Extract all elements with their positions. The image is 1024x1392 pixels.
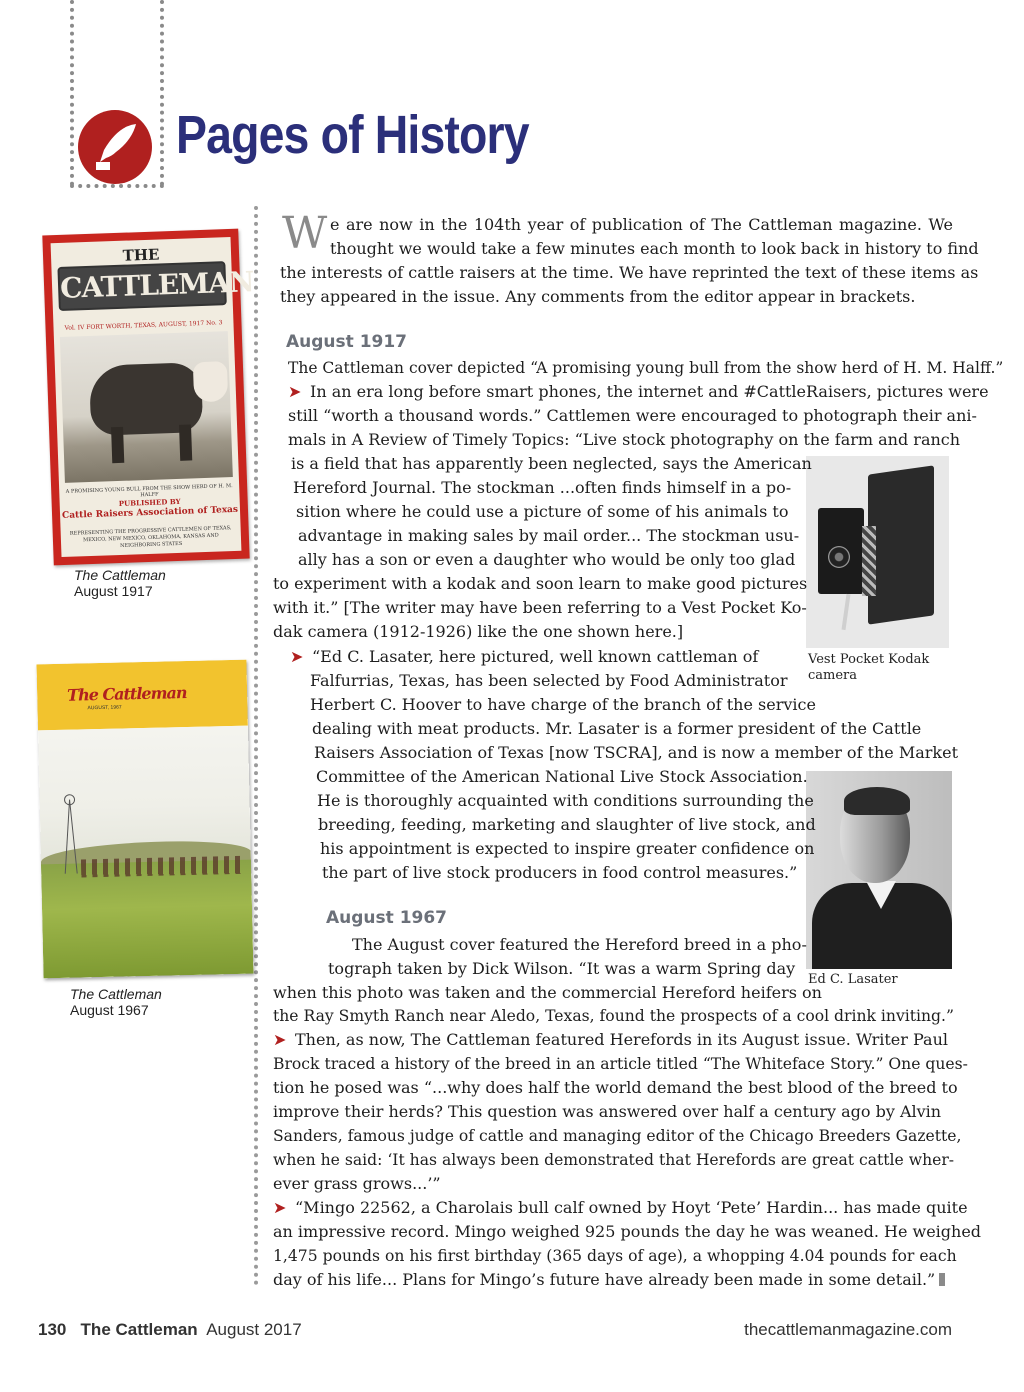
footer-left <box>38 1320 302 1340</box>
cover-1917-issue-line: Vol. IV FORT WORTH, TEXAS, AUGUST, 1917 No. 3 <box>64 319 223 332</box>
text-line-last <box>273 1268 945 1292</box>
bullet-arrow-icon: ➤ <box>273 1198 287 1217</box>
intro-line: e are now in the 104th year of publication of The Cattleman magazine. We <box>330 215 953 234</box>
cover-1967-caption <box>70 986 162 1018</box>
text-line: improve their herds? This question was answered over half a century ago by Alvin <box>273 1102 942 1121</box>
cover-1967-caption-title: The Cattleman <box>70 986 162 1002</box>
text-line: 1,475 pounds on his first birthday (365 days of age), a whopping 4.04 pounds for each <box>273 1247 957 1265</box>
text-line: dealing with meat products. Mr. Lasater is a former president of the Cattle <box>312 719 922 738</box>
text-line: the part of live stock producers in food control measures.” <box>322 863 798 882</box>
bullet-arrow-icon: ➤ <box>290 647 304 666</box>
text-line: Raisers Association of Texas [now TSCRA], and is now a member of the Market <box>314 743 959 762</box>
cover-1917-published-by: PUBLISHED BY <box>118 496 181 509</box>
text-line: “Mingo 22562, a Charolais bull calf owned by Hoyt ‘Pete’ Hardin... has made quite <box>295 1198 968 1217</box>
text-line: He is thoroughly acquainted with conditions surrounding the <box>317 791 814 810</box>
text-line: the Ray Smyth Ranch near Aledo, Texas, found the prospects of a cool drink inviting.” <box>273 1007 954 1025</box>
page-number: 130 <box>38 1320 67 1339</box>
text-line: an impressive record. Mingo weighed 925 pounds the day he was weaned. He weighed <box>273 1222 982 1241</box>
lasater-portrait-photo <box>806 771 952 969</box>
lasater-caption: Ed C. Lasater <box>808 972 898 987</box>
windmill-icon <box>61 794 79 874</box>
text-line: dak camera (1912-1926) like the one shown here.] <box>273 622 684 641</box>
text-line: still “worth a thousand words.” Cattlemen were encouraged to photograph their ani- <box>288 406 977 425</box>
footer-url: thecattlemanmagazine.com <box>744 1320 952 1339</box>
cattle-herd <box>81 856 241 878</box>
text-line: when he said: ‘It has always been demonstrated that Herefords are great cattle wher- <box>273 1151 955 1169</box>
intro-line: the interests of cattle raisers at the time. We have reprinted the text of these items as <box>280 263 979 282</box>
cover-1917-representing: REPRESENTING THE PROGRESSIVE CATTLEMEN OF TEXAS, MEXICO, NEW MEXICO, OKLAHOMA, KANSAS AND NEIGHBORING STATES <box>69 525 232 549</box>
intro-dropcap: W <box>282 208 328 259</box>
cover-1967-date: AUGUST, 1967 <box>87 704 122 712</box>
dotted-frame-bottom <box>70 184 164 188</box>
cover-1917-image <box>42 229 255 566</box>
intro-line: thought we would take a few minutes each month to look back in history to find <box>330 239 979 258</box>
text-line: tion he posed was “...why does half the world demand the best blood of the breed to <box>273 1078 958 1097</box>
text-line: The Cattleman cover depicted “A promising young bull from the show herd of H. M. Halff.” <box>288 359 1004 377</box>
kodak-caption-line-2: camera <box>808 668 858 683</box>
kodak-caption <box>808 652 929 684</box>
text-line: ally has a son or even a daughter who would be only too glad <box>298 550 796 569</box>
text-line: ever grass grows...’” <box>273 1174 441 1193</box>
text-line: Committee of the American National Live Stock Association. <box>316 767 808 786</box>
bullet-arrow-icon: ➤ <box>288 382 302 401</box>
text-line: when this photo was taken and the commercial Hereford heifers on <box>273 983 822 1002</box>
text-line: sition where he could use a picture of some of his animals to <box>296 502 789 521</box>
text-line: breeding, feeding, marketing and slaughter of live stock, and <box>318 815 816 834</box>
cover-1917-masthead: CATTLEMAN <box>57 261 226 311</box>
section-heading-1917: August 1917 <box>286 332 408 352</box>
text-line: Hereford Journal. The stockman ...often finds himself in a po- <box>293 478 792 497</box>
cover-1917-caption-date: August 1917 <box>74 583 153 599</box>
text-line: with it.” [The writer may have been referring to a Vest Pocket Ko- <box>273 598 807 617</box>
text-line: advantage in making sales by mail order... The stockman usu- <box>298 526 800 545</box>
cover-1917-the: THE <box>122 245 160 265</box>
cover-1917-bull-photo <box>60 331 233 483</box>
page-title: Pages of History <box>176 105 529 165</box>
cover-1967-masthead: The Cattleman <box>66 683 187 705</box>
footer-magazine: The Cattleman <box>80 1320 198 1339</box>
dotted-frame-left <box>70 0 74 186</box>
column-divider <box>254 206 258 1286</box>
text-line: Brock traced a history of the breed in an article titled “The Whiteface Story.” One ques- <box>273 1055 968 1073</box>
cover-1917-association: Cattle Raisers Association of Texas <box>61 504 239 521</box>
text-line: Herbert C. Hoover to have charge of the branch of the service <box>310 695 816 714</box>
text-line: Then, as now, The Cattleman featured Herefords in its August issue. Writer Paul <box>295 1030 949 1049</box>
intro-line: they appeared in the issue. Any comments from the editor appear in brackets. <box>280 287 916 306</box>
text-line: day of his life... Plans for Mingo’s future have already been made in some detail.” <box>273 1270 936 1289</box>
quill-logo-icon <box>78 110 152 184</box>
cover-1917-caption <box>74 567 166 599</box>
section-heading-1967: August 1967 <box>326 908 448 928</box>
kodak-camera-photo <box>806 456 949 648</box>
text-line: “Ed C. Lasater, here pictured, well known cattleman of <box>312 647 759 666</box>
text-line: mals in A Review of Timely Topics: “Live stock photography on the farm and ranch <box>288 430 961 449</box>
text-line: to experiment with a kodak and soon learn to make good pictures <box>273 574 808 593</box>
text-line: Falfurrias, Texas, has been selected by Food Administrator <box>310 671 788 690</box>
text-line: The August cover featured the Hereford breed in a pho- <box>352 935 807 954</box>
bullet-arrow-icon: ➤ <box>273 1030 287 1049</box>
footer-issue: August 2017 <box>206 1320 302 1339</box>
cover-1917-photo-caption: A PROMISING YOUNG BULL FROM THE SHOW HERD OF H. M. HALFF <box>65 483 233 499</box>
end-mark-icon <box>939 1273 945 1286</box>
text-line: his appointment is expected to inspire greater confidence on <box>320 839 815 858</box>
dotted-frame-right <box>160 0 164 186</box>
text-line: Sanders, famous judge of cattle and managing editor of the Chicago Breeders Gazette, <box>273 1127 962 1145</box>
kodak-caption-line-1: Vest Pocket Kodak <box>808 652 930 667</box>
text-line: In an era long before smart phones, the internet and #CattleRaisers, pictures were <box>310 382 989 401</box>
text-line: tograph taken by Dick Wilson. “It was a warm Spring day <box>328 959 796 978</box>
cover-1967-image <box>36 660 253 979</box>
cover-1967-caption-date: August 1967 <box>70 1002 149 1018</box>
cover-1917-caption-title: The Cattleman <box>74 567 166 583</box>
text-line: is a field that has apparently been neglected, says the American <box>291 454 812 473</box>
